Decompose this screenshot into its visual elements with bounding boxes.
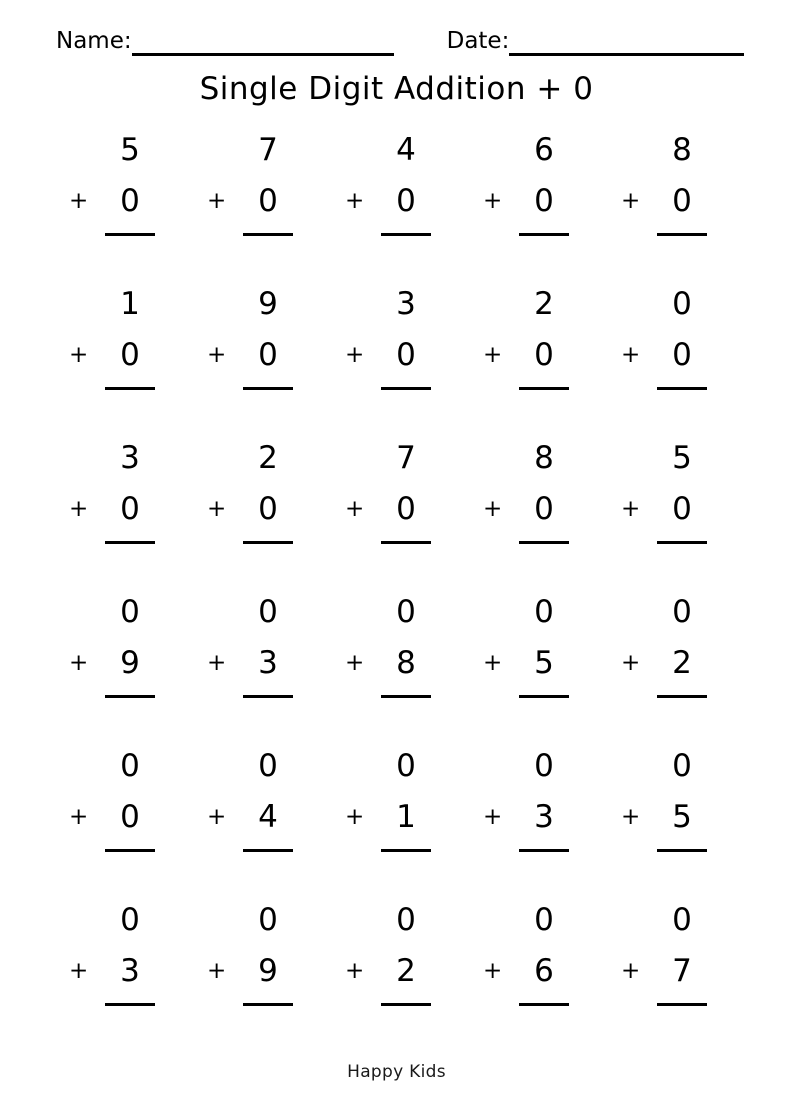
plus-operator: + — [207, 804, 227, 831]
addition-problem — [200, 594, 310, 698]
worksheet-title: Single Digit Addition + 0 — [199, 70, 594, 107]
operator-row — [614, 183, 724, 220]
bottom-addend: 0 — [258, 183, 278, 220]
answer-line — [381, 233, 431, 236]
bottom-addend: 9 — [258, 953, 278, 990]
answer-line — [519, 849, 569, 852]
addition-problem — [614, 594, 724, 698]
problems-grid — [0, 132, 793, 1006]
operator-row — [200, 183, 310, 220]
top-addend: 0 — [396, 594, 416, 631]
top-addend: 8 — [672, 132, 692, 169]
plus-operator: + — [345, 496, 365, 523]
bottom-addend: 0 — [396, 491, 416, 528]
plus-operator: + — [207, 958, 227, 985]
header — [0, 0, 793, 56]
addition-problem — [614, 748, 724, 852]
top-addend: 6 — [534, 132, 554, 169]
top-addend: 8 — [534, 440, 554, 477]
plus-operator: + — [621, 188, 641, 215]
plus-operator: + — [621, 804, 641, 831]
name-field — [56, 28, 394, 56]
answer-line — [381, 849, 431, 852]
addition-problem — [200, 748, 310, 852]
addition-problem — [614, 286, 724, 390]
plus-operator: + — [69, 650, 89, 677]
answer-line — [657, 1003, 707, 1006]
answer-line — [381, 387, 431, 390]
top-addend: 0 — [258, 594, 278, 631]
addition-problem — [476, 286, 586, 390]
bottom-addend: 0 — [258, 491, 278, 528]
top-addend: 4 — [396, 132, 416, 169]
answer-line — [519, 387, 569, 390]
plus-operator: + — [483, 650, 503, 677]
plus-operator: + — [345, 650, 365, 677]
operator-row — [200, 491, 310, 528]
addition-problem — [614, 440, 724, 544]
answer-line — [657, 387, 707, 390]
operator-row — [200, 645, 310, 682]
date-blank-line — [509, 29, 744, 56]
top-addend: 0 — [396, 902, 416, 939]
top-addend: 5 — [672, 440, 692, 477]
bottom-addend: 2 — [396, 953, 416, 990]
answer-line — [105, 849, 155, 852]
bottom-addend: 3 — [534, 799, 554, 836]
top-addend: 0 — [534, 594, 554, 631]
bottom-addend: 0 — [534, 491, 554, 528]
top-addend: 0 — [534, 902, 554, 939]
addition-problem — [614, 132, 724, 236]
answer-line — [105, 541, 155, 544]
operator-row — [614, 491, 724, 528]
answer-line — [105, 695, 155, 698]
bottom-addend: 3 — [258, 645, 278, 682]
operator-row — [338, 491, 448, 528]
addition-problem — [200, 132, 310, 236]
name-label: Name: — [56, 28, 132, 54]
operator-row — [476, 645, 586, 682]
addition-problem — [62, 440, 172, 544]
answer-line — [657, 695, 707, 698]
bottom-addend: 8 — [396, 645, 416, 682]
answer-line — [657, 849, 707, 852]
addition-problem — [62, 594, 172, 698]
bottom-addend: 3 — [120, 953, 140, 990]
addition-problem — [338, 286, 448, 390]
top-addend: 0 — [258, 902, 278, 939]
operator-row — [62, 953, 172, 990]
bottom-addend: 1 — [396, 799, 416, 836]
operator-row — [476, 491, 586, 528]
plus-operator: + — [621, 650, 641, 677]
top-addend: 3 — [396, 286, 416, 323]
bottom-addend: 0 — [672, 183, 692, 220]
operator-row — [476, 337, 586, 374]
top-addend: 1 — [120, 286, 140, 323]
top-addend: 2 — [258, 440, 278, 477]
plus-operator: + — [621, 342, 641, 369]
addition-problem — [62, 748, 172, 852]
addition-problem — [200, 286, 310, 390]
addition-problem — [338, 748, 448, 852]
addition-problem — [62, 132, 172, 236]
bottom-addend: 0 — [672, 337, 692, 374]
answer-line — [657, 233, 707, 236]
addition-problem — [476, 748, 586, 852]
operator-row — [476, 953, 586, 990]
bottom-addend: 5 — [672, 799, 692, 836]
top-addend: 0 — [258, 748, 278, 785]
plus-operator: + — [69, 188, 89, 215]
plus-operator: + — [207, 496, 227, 523]
plus-operator: + — [207, 188, 227, 215]
operator-row — [62, 645, 172, 682]
bottom-addend: 4 — [258, 799, 278, 836]
answer-line — [243, 541, 293, 544]
plus-operator: + — [483, 804, 503, 831]
operator-row — [614, 799, 724, 836]
operator-row — [200, 337, 310, 374]
top-addend: 7 — [396, 440, 416, 477]
bottom-addend: 0 — [396, 337, 416, 374]
bottom-addend: 0 — [120, 337, 140, 374]
answer-line — [519, 233, 569, 236]
bottom-addend: 9 — [120, 645, 140, 682]
answer-line — [243, 233, 293, 236]
bottom-addend: 7 — [672, 953, 692, 990]
addition-problem — [476, 902, 586, 1006]
operator-row — [62, 183, 172, 220]
plus-operator: + — [483, 188, 503, 215]
addition-problem — [200, 440, 310, 544]
top-addend: 0 — [120, 902, 140, 939]
footer-brand: Happy Kids — [347, 1062, 446, 1083]
top-addend: 0 — [120, 594, 140, 631]
top-addend: 2 — [534, 286, 554, 323]
top-addend: 0 — [672, 902, 692, 939]
operator-row — [62, 337, 172, 374]
top-addend: 0 — [672, 748, 692, 785]
addition-problem — [200, 902, 310, 1006]
addition-problem — [338, 594, 448, 698]
top-addend: 0 — [534, 748, 554, 785]
answer-line — [519, 541, 569, 544]
top-addend: 9 — [258, 286, 278, 323]
addition-problem — [338, 440, 448, 544]
top-addend: 0 — [672, 286, 692, 323]
addition-problem — [476, 594, 586, 698]
answer-line — [105, 387, 155, 390]
operator-row — [200, 953, 310, 990]
top-addend: 7 — [258, 132, 278, 169]
bottom-addend: 5 — [534, 645, 554, 682]
bottom-addend: 6 — [534, 953, 554, 990]
plus-operator: + — [345, 958, 365, 985]
answer-line — [519, 1003, 569, 1006]
operator-row — [338, 337, 448, 374]
plus-operator: + — [345, 342, 365, 369]
bottom-addend: 0 — [120, 799, 140, 836]
plus-operator: + — [345, 188, 365, 215]
answer-line — [519, 695, 569, 698]
answer-line — [381, 541, 431, 544]
name-blank-line — [132, 29, 394, 56]
operator-row — [62, 799, 172, 836]
answer-line — [243, 695, 293, 698]
plus-operator: + — [345, 804, 365, 831]
answer-line — [243, 1003, 293, 1006]
bottom-addend: 0 — [120, 183, 140, 220]
top-addend: 0 — [120, 748, 140, 785]
plus-operator: + — [483, 496, 503, 523]
operator-row — [338, 183, 448, 220]
bottom-addend: 0 — [258, 337, 278, 374]
plus-operator: + — [69, 804, 89, 831]
addition-problem — [62, 286, 172, 390]
plus-operator: + — [69, 958, 89, 985]
top-addend: 0 — [396, 748, 416, 785]
bottom-addend: 0 — [672, 491, 692, 528]
operator-row — [476, 799, 586, 836]
bottom-addend: 0 — [534, 183, 554, 220]
date-label: Date: — [446, 28, 510, 54]
top-addend: 3 — [120, 440, 140, 477]
operator-row — [614, 645, 724, 682]
addition-problem — [614, 902, 724, 1006]
addition-problem — [62, 902, 172, 1006]
operator-row — [338, 799, 448, 836]
answer-line — [105, 233, 155, 236]
bottom-addend: 2 — [672, 645, 692, 682]
plus-operator: + — [483, 342, 503, 369]
operator-row — [614, 953, 724, 990]
top-addend: 5 — [120, 132, 140, 169]
answer-line — [105, 1003, 155, 1006]
plus-operator: + — [621, 958, 641, 985]
addition-problem — [476, 440, 586, 544]
addition-problem — [338, 902, 448, 1006]
operator-row — [476, 183, 586, 220]
top-addend: 0 — [672, 594, 692, 631]
answer-line — [243, 387, 293, 390]
answer-line — [381, 1003, 431, 1006]
operator-row — [614, 337, 724, 374]
answer-line — [657, 541, 707, 544]
plus-operator: + — [621, 496, 641, 523]
operator-row — [200, 799, 310, 836]
addition-problem — [476, 132, 586, 236]
plus-operator: + — [483, 958, 503, 985]
bottom-addend: 0 — [534, 337, 554, 374]
answer-line — [381, 695, 431, 698]
answer-line — [243, 849, 293, 852]
addition-problem — [338, 132, 448, 236]
plus-operator: + — [207, 650, 227, 677]
plus-operator: + — [207, 342, 227, 369]
operator-row — [62, 491, 172, 528]
bottom-addend: 0 — [120, 491, 140, 528]
plus-operator: + — [69, 342, 89, 369]
bottom-addend: 0 — [396, 183, 416, 220]
operator-row — [338, 645, 448, 682]
date-field — [447, 28, 745, 56]
operator-row — [338, 953, 448, 990]
plus-operator: + — [69, 496, 89, 523]
